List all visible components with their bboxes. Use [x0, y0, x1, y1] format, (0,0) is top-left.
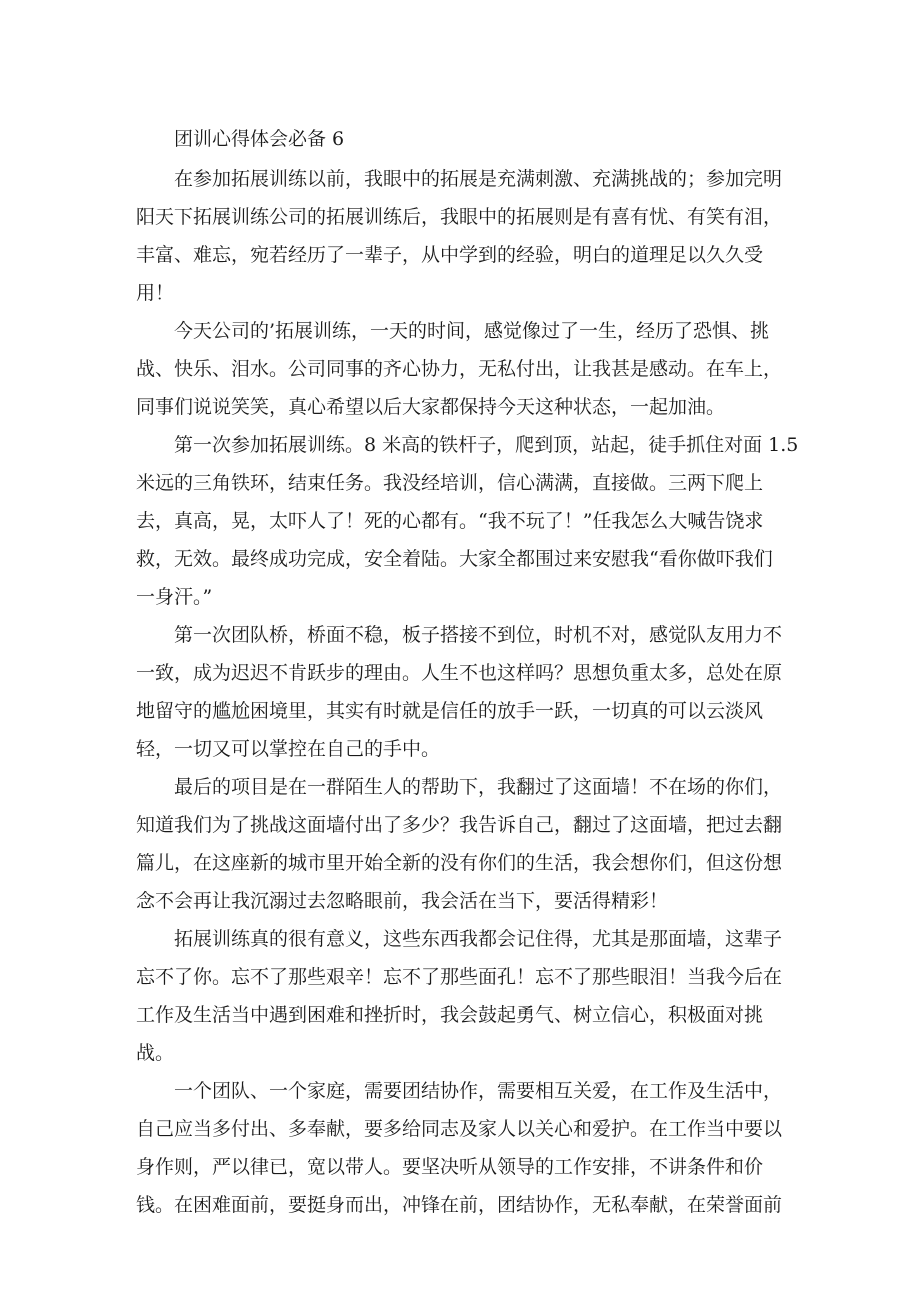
text-line: 同事们说说笑笑，真心希望以后大家都保持今天这种状态，一起加油。: [136, 396, 726, 418]
text-line: 去，真高，晃，太吓人了！死的心都有。“我不玩了！”任我怎么大喊告饶求: [136, 510, 764, 532]
text-line: 地留守的尴尬困境里，其实有时就是信任的放手一跃，一切真的可以云淡风: [136, 700, 764, 722]
text-line: 第一次参加拓展训练。8 米高的铁杆子，爬到顶，站起，徒手抓住对面 1.5: [174, 434, 799, 456]
text-line: 救，无效。最终成功完成，安全着陆。大家全都围过来安慰我“看你做吓我们: [136, 548, 773, 570]
text-line: 忘不了你。忘不了那些艰辛！忘不了那些面孔！忘不了那些眼泪！当我今后在: [136, 966, 783, 988]
document-title: 团训心得体会必备 6: [174, 128, 345, 150]
text-line: 第一次团队桥，桥面不稳，板子搭接不到位，时机不对，感觉队友用力不: [174, 624, 783, 646]
text-line: 篇儿，在这座新的城市里开始全新的没有你们的生活，我会想你们，但这份想: [136, 852, 783, 874]
text-line: 米远的三角铁环，结束任务。我没经培训，信心满满，直接做。三两下爬上: [136, 472, 764, 494]
text-line: 阳天下拓展训练公司的拓展训练后，我眼中的拓展则是有喜有忧、有笑有泪，: [136, 206, 783, 228]
text-line: 拓展训练真的很有意义，这些东西我都会记住得，尤其是那面墙，这辈子: [174, 928, 783, 950]
text-line: 钱。在困难面前，要挺身而出，冲锋在前，团结协作，无私奉献，在荣誉面前: [136, 1194, 783, 1216]
text-line: 工作及生活当中遇到困难和挫折时，我会鼓起勇气、树立信心，积极面对挑: [136, 1004, 764, 1026]
text-line: 知道我们为了挑战这面墙付出了多少？我告诉自己，翻过了这面墙，把过去翻: [136, 814, 783, 836]
text-line: 轻，一切又可以掌控在自己的手中。: [136, 738, 441, 760]
text-line: 自己应当多付出、多奉献，要多给同志及家人以关心和爱护。在工作当中要以: [136, 1118, 783, 1140]
text-line: 在参加拓展训练以前，我眼中的拓展是充满刺激、充满挑战的；参加完明: [174, 168, 783, 190]
text-line: 最后的项目是在一群陌生人的帮助下，我翻过了这面墙！不在场的你们，: [174, 776, 783, 798]
text-line: 念不会再让我沉溺过去忽略眼前，我会活在当下，要活得精彩！: [136, 890, 669, 912]
text-line: 一致，成为迟迟不肯跃步的理由。人生不也这样吗？思想负重太多，总处在原: [136, 662, 783, 684]
text-line: 丰富、难忘，宛若经历了一辈子，从中学到的经验，明白的道理足以久久受: [136, 244, 764, 266]
text-line: 一身汗。”: [136, 586, 213, 608]
text-line: 战、快乐、泪水。公司同事的齐心协力，无私付出，让我甚是感动。在车上，: [136, 358, 783, 380]
text-line: 一个团队、一个家庭，需要团结协作，需要相互关爱，在工作及生活中，: [174, 1080, 783, 1102]
text-line: 战。: [136, 1042, 175, 1064]
text-line: 身作则，严以律已，宽以带人。要坚决听从领导的工作安排，不讲条件和价: [136, 1156, 764, 1178]
text-line: 用！: [136, 282, 175, 304]
text-line: 今天公司的’拓展训练，一天的时间，感觉像过了一生，经历了恐惧、挑: [174, 320, 770, 342]
